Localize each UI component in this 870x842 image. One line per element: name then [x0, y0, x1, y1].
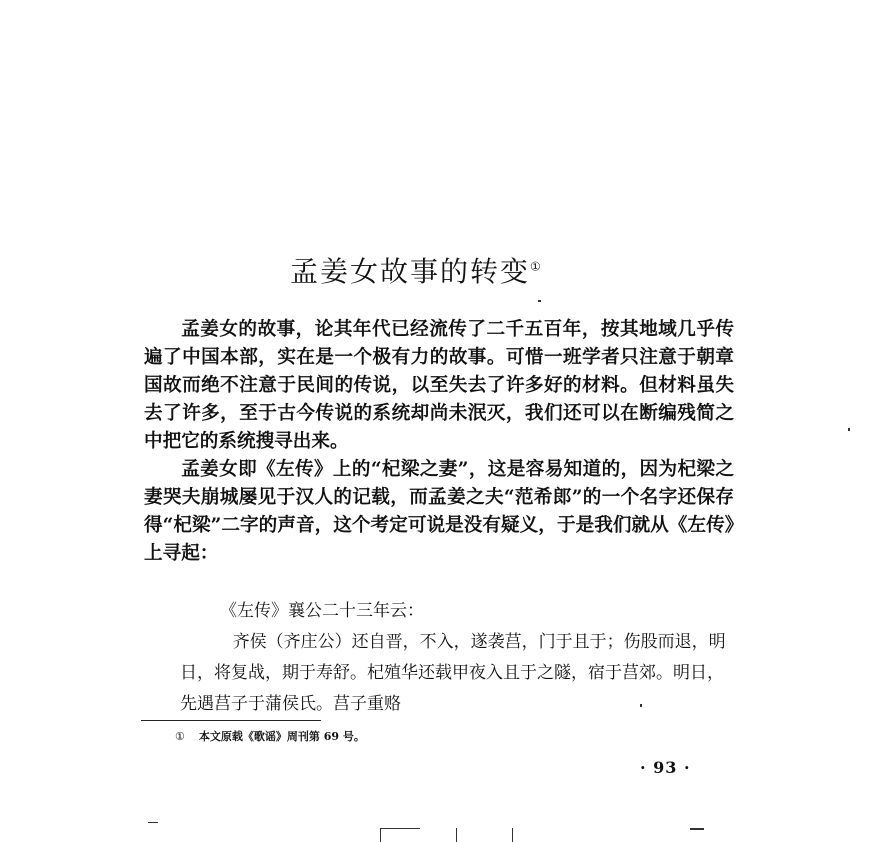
- block-quote: [180, 596, 740, 720]
- scan-speck: [380, 828, 420, 829]
- title-footnote-marker[interactable]: ①: [530, 259, 543, 274]
- footnote-divider: [141, 720, 321, 721]
- scan-speck: [456, 828, 457, 842]
- scan-speck: [690, 828, 704, 830]
- paragraph-1: 孟姜女的故事，论其年代已经流传了二千五百年，按其地域几乎传遍了中国本部，实在是一个极有力的故事。可惜一班学者只注意于朝章国故而绝不注意于民间的传说，以至失去了许多好的材料。但材料虽失去了许多，至于古今传说的系统却尚未泯灭，我们还可以在断编残简之中把它的系统搜寻出来。: [144, 319, 734, 452]
- footnote-marker: ①: [175, 730, 185, 743]
- scan-speck: [380, 828, 381, 842]
- body-text: [144, 316, 734, 568]
- quote-text: 齐侯（齐庄公）还自晋，不入，遂袭莒，门于且于；伤股而退，明日，将复战，期于寿舒。杞殖华还载甲夜入且于之隧，宿于莒郊。明日，先遇莒子于蒲侯氏。莒子重赂: [180, 632, 726, 714]
- footnote: [175, 728, 365, 744]
- chapter-title: [290, 250, 610, 290]
- chapter-title-text: 孟姜女故事的转变: [290, 255, 531, 288]
- footnote-text: 本文原载《歌谣》周刊第 69 号。: [198, 730, 365, 743]
- scan-speck: [640, 704, 642, 707]
- paragraph-2: 孟姜女即《左传》上的“杞梁之妻”，这是容易知道的，因为杞梁之妻哭夫崩城屡见于汉人的记载，而孟姜之夫“范希郎”的一个名字还保存得“杞梁”二字的声音，这个考定可说是没有疑义，于是我们就从《左传》上寻起：: [144, 459, 734, 564]
- scan-speck: [848, 428, 850, 431]
- scan-speck: [148, 822, 158, 823]
- scan-speck: [512, 828, 513, 842]
- scan-speck: [538, 300, 541, 302]
- quote-source: 《左传》襄公二十三年云：: [220, 601, 424, 621]
- page-number: · 93 ·: [640, 758, 691, 777]
